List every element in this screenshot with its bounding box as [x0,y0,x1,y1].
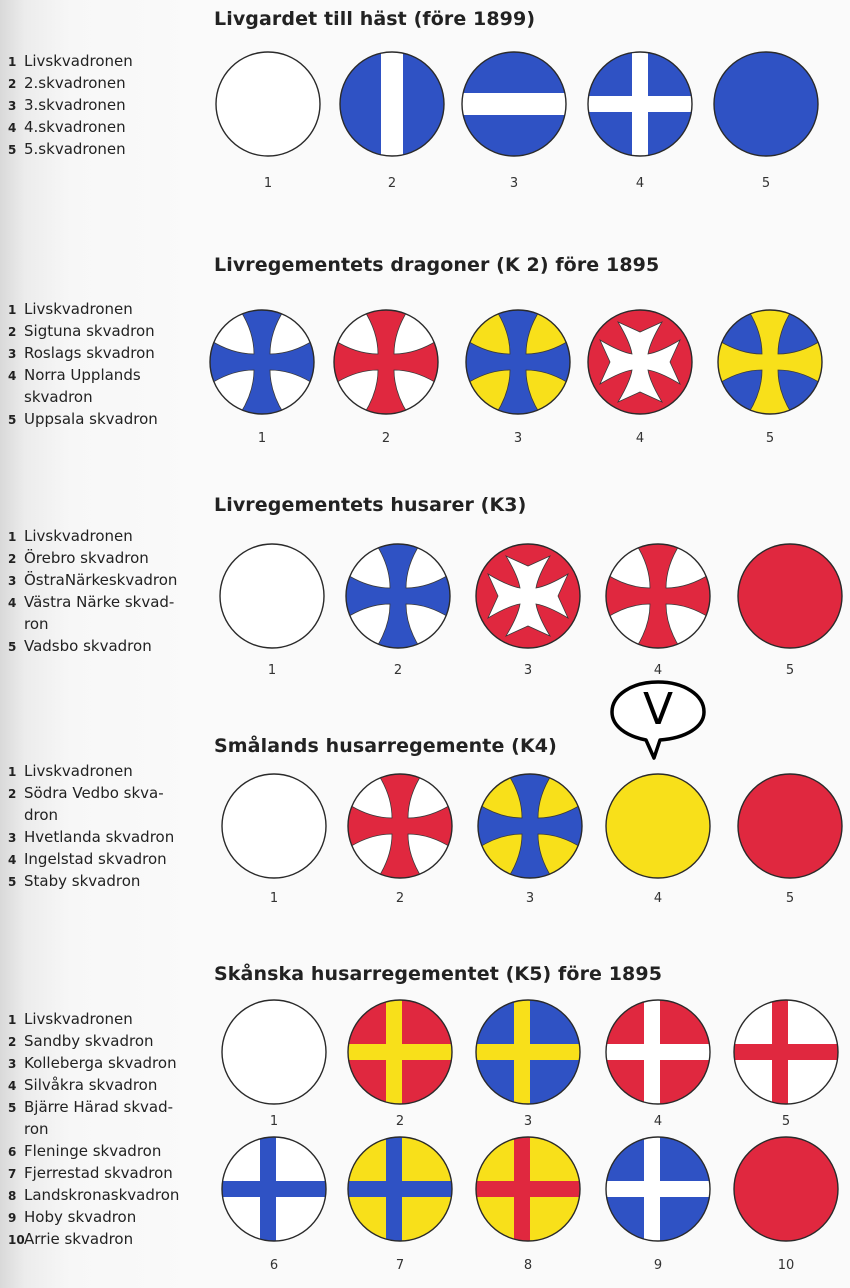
list-label: Fleninge skvadron [24,1142,162,1160]
list-number: 9 [8,1211,17,1225]
list-number: 2 [8,1035,17,1049]
emblem-caption: 9 [653,1258,663,1273]
list-label: 5.skvadronen [24,140,126,158]
list-number: 3 [8,1057,17,1071]
emblem-caption: 5 [785,891,795,906]
emblem-3-5 [736,542,844,650]
squadron-list-husarer [8,525,208,657]
list-label: Livskvadronen [24,527,133,545]
list-item [8,342,208,364]
emblem-caption: 3 [523,1114,533,1129]
list-number: 4 [8,853,17,867]
list-label: Kolleberga skvadron [24,1054,177,1072]
list-label: 2.skvadronen [24,74,126,92]
emblem-caption: 4 [653,891,663,906]
emblem-2-1 [208,308,316,416]
list-item [8,50,208,72]
list-item-continuation: ron [24,1120,49,1138]
list-label: Staby skvadron [24,872,141,890]
list-item [8,1206,208,1228]
list-item [8,1096,208,1118]
list-number: 3 [8,347,17,361]
list-number: 7 [8,1167,17,1181]
section-title-dragoner: Livregementets dragoner (K 2) före 1895 [214,254,660,276]
list-label: ÖstraNärkeskvadron [24,571,178,589]
emblem-3-1 [218,542,326,650]
list-item [8,94,208,116]
list-item [8,1228,208,1250]
emblem-2-5 [716,308,824,416]
list-item [8,760,208,782]
emblem-5-7 [346,1135,454,1243]
list-item [8,1074,208,1096]
emblem-caption: 1 [269,1114,279,1129]
emblem-caption: 1 [269,891,279,906]
list-number: 2 [8,552,17,566]
emblem-caption: 7 [395,1258,405,1273]
emblem-charge-nordic [340,992,460,1112]
list-label: 4.skvadronen [24,118,126,136]
emblem-3-4 [604,542,712,650]
emblem-charge-nordic [340,1129,460,1249]
list-label: Västra Närke skvad- [24,593,175,611]
emblem-caption: 1 [263,176,273,191]
list-item [8,1184,208,1206]
list-item-continuation: ron [24,615,49,633]
emblem-caption: 3 [523,663,533,678]
list-item [8,1052,208,1074]
list-item [8,1030,208,1052]
list-number: 1 [8,530,17,544]
list-item [8,364,208,386]
emblem-1-3 [460,50,568,158]
list-label: Bjärre Härad skvad- [24,1098,174,1116]
emblem-2-3 [464,308,572,416]
emblem-caption: 5 [765,431,775,446]
emblem-3-2 [344,542,452,650]
list-number: 3 [8,574,17,588]
list-item [8,298,208,320]
section-title-smalands: Smålands husarregemente (K4) [214,735,557,757]
emblem-caption: 8 [523,1258,533,1273]
callout-letter: V [642,684,674,735]
list-item [8,116,208,138]
list-item [8,782,208,804]
list-number: 2 [8,787,17,801]
list-label: Hoby skvadron [24,1208,137,1226]
list-item-continuation: skvadron [24,388,93,406]
emblem-5-10 [732,1135,840,1243]
list-number: 5 [8,143,17,157]
emblem-caption: 4 [653,663,663,678]
section-title-livgardet: Livgardet till häst (före 1899) [214,8,536,30]
list-label: Livskvadronen [24,1010,133,1028]
list-number: 1 [8,303,17,317]
emblem-1-1 [214,50,322,158]
list-label: Livskvadronen [24,52,133,70]
list-item [8,1008,208,1030]
list-label: Livskvadronen [24,762,133,780]
list-number: 4 [8,369,17,383]
emblem-caption: 3 [525,891,535,906]
list-number: 1 [8,1013,17,1027]
emblem-4-5 [736,772,844,880]
emblem-charge-nordic [598,1129,718,1249]
emblem-caption: 10 [777,1258,795,1273]
emblem-charge-nordic [468,992,588,1112]
list-number: 3 [8,99,17,113]
list-number: 1 [8,765,17,779]
list-item [8,138,208,160]
emblem-5-2 [346,998,454,1106]
list-number: 5 [8,875,17,889]
emblem-3-3 [474,542,582,650]
list-label: Hvetlanda skvadron [24,828,175,846]
section-title-husarer: Livregementets husarer (K3) [214,494,527,516]
list-number: 3 [8,831,17,845]
list-number: 1 [8,55,17,69]
list-item-continuation: dron [24,806,59,824]
section-title-skanska: Skånska husarregementet (K5) före 1895 [214,963,663,985]
list-label: Örebro skvadron [24,549,149,567]
emblem-1-2 [338,50,446,158]
list-label: Sandby skvadron [24,1032,154,1050]
emblem-caption: 3 [513,431,523,446]
emblem-caption: 2 [381,431,391,446]
list-item [8,870,208,892]
list-item [8,826,208,848]
emblem-caption: 2 [395,1114,405,1129]
list-item [8,591,208,613]
emblem-caption: 2 [393,663,403,678]
list-item [8,72,208,94]
list-item [8,848,208,870]
list-label: Uppsala skvadron [24,410,158,428]
emblem-charge-nordic [598,992,718,1112]
list-label: Norra Upplands [24,366,141,384]
emblem-caption: 2 [387,176,397,191]
emblem-charge-hstripe [454,93,574,115]
list-number: 5 [8,640,17,654]
list-number: 5 [8,413,17,427]
emblem-5-1 [220,998,328,1106]
squadron-list-livgardet [8,50,208,160]
list-number: 8 [8,1189,17,1203]
list-label: Södra Vedbo skva- [24,784,164,802]
emblem-caption: 4 [653,1114,663,1129]
list-item [8,408,208,430]
emblem-caption: 2 [395,891,405,906]
list-number: 10 [8,1233,25,1247]
emblem-5-5 [732,998,840,1106]
list-number: 4 [8,121,17,135]
list-number: 2 [8,77,17,91]
list-label: Landskronaskvadron [24,1186,180,1204]
list-item [8,569,208,591]
list-item [8,1162,208,1184]
emblem-caption: 5 [781,1114,791,1129]
emblem-4-2 [346,772,454,880]
list-label: Livskvadronen [24,300,133,318]
emblem-caption: 6 [269,1258,279,1273]
list-number: 5 [8,1101,17,1115]
list-item [8,547,208,569]
emblem-1-4 [586,50,694,158]
list-label: Fjerrestad skvadron [24,1164,173,1182]
emblem-caption: 4 [635,176,645,191]
emblem-caption: 5 [785,663,795,678]
list-label: Ingelstad skvadron [24,850,167,868]
squadron-list-smalands [8,760,208,892]
squadron-list-skanska [8,1008,208,1250]
emblem-caption: 3 [509,176,519,191]
emblem-4-3 [476,772,584,880]
emblem-caption: 5 [761,176,771,191]
list-label: Arrie skvadron [24,1230,134,1248]
list-label: Vadsbo skvadron [24,637,152,655]
list-label: Silvåkra skvadron [24,1076,158,1094]
emblem-caption: 1 [267,663,277,678]
emblem-5-8 [474,1135,582,1243]
emblem-charge-nordic [468,1129,588,1249]
emblem-5-4 [604,998,712,1106]
list-item [8,1140,208,1162]
emblem-caption: 4 [635,431,645,446]
list-label: Roslags skvadron [24,344,155,362]
emblem-4-4 [604,772,712,880]
emblem-charge-nordic [726,992,846,1112]
squadron-list-dragoner [8,298,208,430]
emblem-5-9 [604,1135,712,1243]
list-item [8,525,208,547]
list-item [8,635,208,657]
list-label: Sigtuna skvadron [24,322,155,340]
list-number: 4 [8,596,17,610]
emblem-4-1 [220,772,328,880]
emblem-charge-nordic [214,1129,334,1249]
emblem-1-5 [712,50,820,158]
emblem-5-6 [220,1135,328,1243]
emblem-2-4 [586,308,694,416]
list-item [8,320,208,342]
list-number: 4 [8,1079,17,1093]
list-number: 6 [8,1145,17,1159]
emblem-charge-cross [580,44,700,164]
list-label: 3.skvadronen [24,96,126,114]
list-number: 2 [8,325,17,339]
emblem-charge-vstripe [381,44,403,164]
emblem-caption: 1 [257,431,267,446]
emblem-2-2 [332,308,440,416]
emblem-5-3 [474,998,582,1106]
